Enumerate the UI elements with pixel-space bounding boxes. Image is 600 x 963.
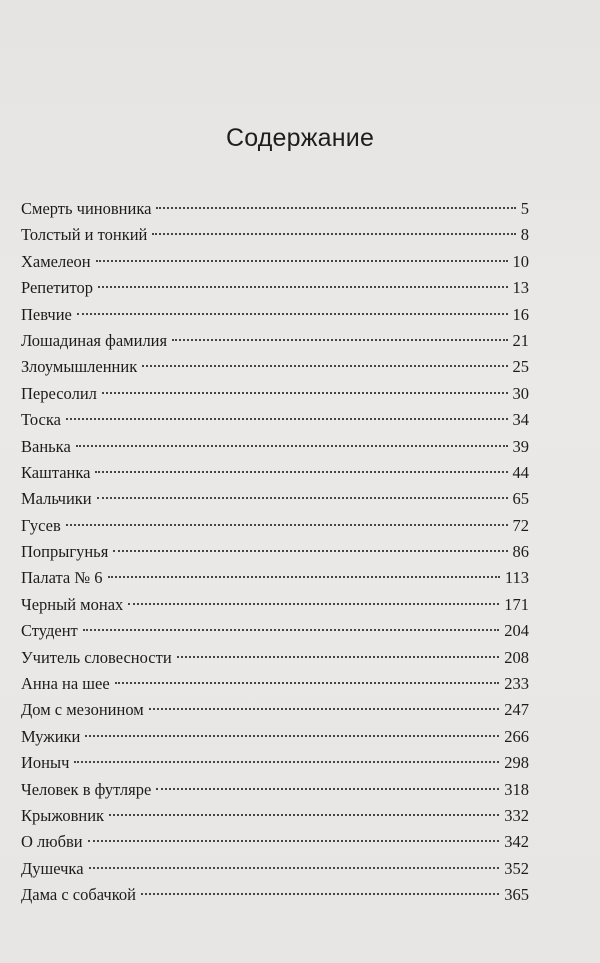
dot-leader — [83, 629, 499, 631]
page-title: Содержание — [225, 124, 375, 152]
toc-entry — [21, 697, 529, 723]
toc-entry-page: 342 — [504, 832, 529, 852]
toc-entry-title: О любви — [21, 832, 83, 852]
dot-leader — [149, 708, 500, 710]
toc-entry — [21, 381, 529, 407]
dot-leader — [98, 286, 508, 288]
dot-leader — [89, 867, 500, 869]
toc-entry — [21, 618, 529, 644]
toc-entry-title: Крыжовник — [21, 805, 105, 825]
toc-entry-title: Дама с собачкой — [21, 885, 136, 905]
toc-entry-page: 25 — [512, 357, 529, 377]
toc-entry-title: Толстый и тонкий — [21, 225, 148, 245]
dot-leader — [141, 893, 499, 895]
toc-entry-page: 44 — [512, 462, 529, 482]
toc-entry-title: Черный монах — [21, 594, 124, 614]
toc-entry-page: 247 — [504, 700, 529, 720]
toc-entry — [21, 592, 529, 618]
dot-leader — [85, 735, 499, 737]
toc-entry — [21, 856, 529, 882]
toc-entry-title: Дом с мезонином — [21, 700, 144, 720]
toc-entry-title: Студент — [21, 621, 78, 641]
dot-leader — [156, 207, 515, 209]
toc-entry — [21, 777, 529, 803]
toc-entry-title: Смерть чиновника — [21, 199, 152, 218]
toc-entry-page: 65 — [512, 489, 529, 509]
toc-entry-page: 204 — [504, 621, 529, 641]
toc-entry — [21, 249, 529, 275]
dot-leader — [172, 339, 507, 341]
toc-entry — [21, 565, 529, 591]
toc-entry-page: 266 — [504, 726, 529, 746]
dot-leader — [109, 814, 499, 816]
toc-entry — [21, 829, 529, 855]
dot-leader — [152, 233, 515, 235]
toc-entry — [21, 460, 529, 486]
toc-entry-title: Учитель словесности — [21, 647, 172, 667]
dot-leader — [96, 260, 508, 262]
toc-entry-page: 5 — [520, 199, 529, 218]
toc-entry-title: Гусев — [21, 515, 61, 535]
toc-entry-title: Пересолил — [21, 383, 97, 403]
dot-leader — [113, 550, 507, 552]
toc-entry-title: Анна на шее — [21, 674, 110, 694]
toc-entry-page: 8 — [520, 225, 529, 245]
table-of-contents — [21, 196, 529, 909]
toc-entry-page: 21 — [512, 330, 529, 350]
dot-leader — [102, 392, 508, 394]
toc-entry — [21, 671, 529, 697]
toc-entry — [21, 724, 529, 750]
dot-leader — [66, 524, 508, 526]
toc-entry — [21, 750, 529, 776]
toc-entry-page: 39 — [512, 436, 529, 456]
toc-entry-title: Хамелеон — [21, 251, 91, 271]
toc-entry-title: Каштанка — [21, 462, 91, 482]
toc-entry-page: 233 — [504, 674, 529, 694]
toc-entry — [21, 222, 529, 248]
dot-leader — [97, 497, 508, 499]
toc-entry-page: 34 — [512, 410, 529, 430]
toc-entry-page: 72 — [512, 515, 529, 535]
dot-leader — [115, 682, 500, 684]
toc-entry — [21, 196, 529, 222]
toc-entry-page: 30 — [512, 383, 529, 403]
dot-leader — [142, 365, 507, 367]
toc-entry-page: 365 — [504, 885, 529, 905]
toc-entry-page: 332 — [504, 805, 529, 825]
toc-entry-page: 318 — [504, 779, 529, 799]
toc-entry-title: Ионыч — [21, 753, 70, 773]
toc-entry-title: Ванька — [21, 436, 71, 456]
toc-entry-page: 298 — [504, 753, 529, 773]
toc-entry-title: Певчие — [21, 304, 72, 324]
dot-leader — [76, 445, 508, 447]
toc-entry-page: 171 — [504, 594, 529, 614]
toc-entry — [21, 407, 529, 433]
toc-entry — [21, 513, 529, 539]
toc-entry — [21, 434, 529, 460]
toc-entry-page: 208 — [504, 647, 529, 667]
toc-entry — [21, 302, 529, 328]
toc-entry-title: Лошадиная фамилия — [21, 330, 168, 350]
dot-leader — [66, 418, 508, 420]
dot-leader — [88, 840, 500, 842]
toc-entry — [21, 328, 529, 354]
toc-entry-page: 352 — [504, 858, 529, 878]
toc-entry-title: Попрыгунья — [21, 542, 109, 562]
toc-entry-title: Палата № 6 — [21, 568, 103, 588]
dot-leader — [95, 471, 507, 473]
toc-entry — [21, 486, 529, 512]
toc-entry-title: Душечка — [21, 858, 84, 878]
toc-entry-title: Человек в футляре — [21, 779, 152, 799]
dot-leader — [74, 761, 499, 763]
toc-entry-title: Тоска — [21, 410, 61, 430]
dot-leader — [177, 656, 500, 658]
toc-entry — [21, 539, 529, 565]
toc-entry-page: 113 — [504, 568, 529, 588]
toc-entry-title: Злоумышленник — [21, 357, 138, 377]
dot-leader — [156, 788, 499, 790]
toc-entry — [21, 275, 529, 301]
toc-entry-title: Мальчики — [21, 489, 92, 509]
toc-entry-page: 16 — [512, 304, 529, 324]
toc-entry-page: 13 — [512, 278, 529, 298]
dot-leader — [128, 603, 499, 605]
toc-entry — [21, 803, 529, 829]
toc-entry — [21, 354, 529, 380]
toc-entry — [21, 882, 529, 908]
toc-entry-page: 10 — [512, 251, 529, 271]
toc-entry — [21, 645, 529, 671]
dot-leader — [108, 576, 500, 578]
toc-entry-page: 86 — [512, 542, 529, 562]
toc-entry-title: Мужики — [21, 726, 81, 746]
toc-entry-title: Репетитор — [21, 278, 93, 298]
dot-leader — [77, 313, 508, 315]
